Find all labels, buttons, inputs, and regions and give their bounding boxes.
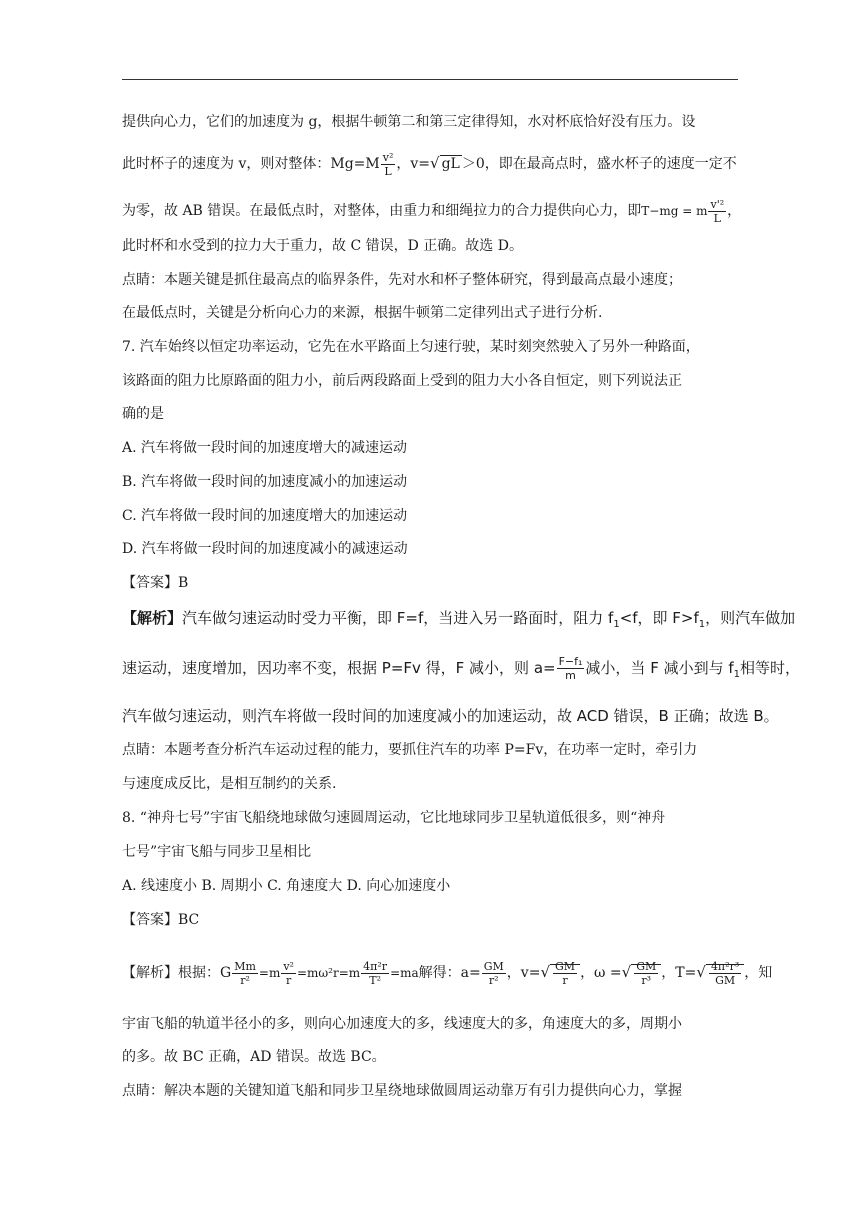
answer-7: 【答案】B xyxy=(122,575,189,591)
explanation-8: 宇宙飞船的轨道半径小的多，则向心加速度大的多，线速度大的多，角速度大的多，周期小 xyxy=(122,1016,682,1032)
option-a: A. 汽车将做一段时间的加速度增大的减速运动 xyxy=(122,440,408,456)
note-line: 点睛：解决本题的关键知道飞船和同步卫星绕地球做圆周运动靠万有引力提供向心力，掌握 xyxy=(122,1083,682,1099)
text-line: 为零，故 AB 错误。在最低点时，对整体，由重力和细绳拉力的合力提供向心力，即T−mg = m $\frac{\text{v'²}}{L}$ ， xyxy=(122,197,742,225)
fraction: $\frac{Mm}{\text{r²}}$ xyxy=(234,959,256,987)
fraction: $\frac{GM}{r}$ xyxy=(555,959,576,987)
fraction: $\frac{\text{F−f₁}}{m}$ xyxy=(558,655,583,682)
text-line: 此时杯子的速度为 v，则对整体：Mg=M $\frac{\text{v²}}{L}$ ，v=√ gL ＞0，即在最高点时，盛水杯子的速度一定不 xyxy=(122,150,737,178)
text-line: 此时杯和水受到的拉力大于重力，故 C 错误，D 正确。故选 D。 xyxy=(122,238,523,254)
question-7-stem: 7. 汽车始终以恒定功率运动，它先在水平路面上匀速行驶，某时刻突然驶入了另外一种路面， xyxy=(122,339,700,355)
fraction: $\frac{\text{v²}}{L}$ xyxy=(382,150,394,178)
fraction: $\frac{\text{v'²}}{L}$ xyxy=(710,197,725,225)
header-rule xyxy=(122,79,738,80)
fraction: $\frac{GM}{\text{r³}}$ xyxy=(636,959,657,987)
note-line: 点睛：本题考查分析汽车运动过程的能力，要抓住汽车的功率 P=Fv，在功率一定时，牵引力 xyxy=(122,742,698,758)
explanation-7: 【解析】汽车做匀速运动时受力平衡，即 F=f，当进入另一路面时，阻力 $f_1<f$，即 $F>f_1$，则汽车做加 xyxy=(122,609,796,630)
fraction: $\frac{\text{4π²r³}}{GM}$ xyxy=(710,959,740,987)
text-line: 提供向心力，它们的加速度为 g，根据牛顿第二和第三定律得知，水对杯底恰好没有压力。设 xyxy=(122,114,696,130)
option-c: C. 汽车将做一段时间的加速度增大的加速运动 xyxy=(122,508,408,524)
note-line: 在最低点时，关键是分析向心力的来源，根据牛顿第二定律列出式子进行分析. xyxy=(122,305,603,321)
note-line: 点睛：本题关键是抓住最高点的临界条件，先对水和杯子整体研究，得到最高点最小速度； xyxy=(122,272,682,288)
explanation-7: 速运动，速度增加，因功率不变，根据 P=Fv 得，F 减小，则 a= $\frac{\text{F−f₁}}{m}$ 减小，当 F 减小到与 $f_1$相等时， xyxy=(122,655,801,682)
question-8-stem: 8. “神舟七号”宇宙飞船绕地球做匀速圆周运动，它比地球同步卫星轨道低很多，则“神舟 xyxy=(122,810,666,826)
fraction: $\frac{\text{4π²r}}{\text{T²}}$ xyxy=(363,959,388,987)
question-7-stem: 该路面的阻力比原路面的阻力小，前后两段路面上受到的阻力大小各自恒定，则下列说法正 xyxy=(122,373,682,389)
answer-8: 【答案】BC xyxy=(122,912,200,928)
explanation-8: 【解析】根据：G $\frac{Mm}{\text{r²}}$ =m $\frac{\text{v²}}{r}$ =mω²r=m $\frac{\text{4π²r}}{\text{T²}}$ =ma解得：a= $\frac{GM}{\text{r²}}$ ，v=√ $\frac{GM}{r}$ ，ω =√ $\frac{GM}{\text{r³}}$ ，T=√ $\frac{\text{4π²r³}}{GM}$ ，知 xyxy=(122,959,773,987)
option-b: B. 汽车将做一段时间的加速度减小的加速运动 xyxy=(122,474,408,490)
note-line: 与速度成反比，是相互制约的关系. xyxy=(122,776,337,792)
fraction: $\frac{GM}{\text{r²}}$ xyxy=(483,959,504,987)
fraction: $\frac{\text{v²}}{r}$ xyxy=(283,959,294,987)
explanation-7: 汽车做匀速运动，则汽车将做一段时间的加速度减小的加速运动，故 ACD 错误，B 正确；故选 B。 xyxy=(122,707,779,725)
question-8-options: A. 线速度小 B. 周期小 C. 角速度大 D. 向心加速度小 xyxy=(122,878,451,894)
explanation-8: 的多。故 BC 正确，AD 错误。故选 BC。 xyxy=(122,1049,386,1065)
question-8-stem: 七号”宇宙飞船与同步卫星相比 xyxy=(122,844,312,860)
option-d: D. 汽车将做一段时间的加速度减小的减速运动 xyxy=(122,541,408,557)
question-7-stem: 确的是 xyxy=(122,406,164,422)
